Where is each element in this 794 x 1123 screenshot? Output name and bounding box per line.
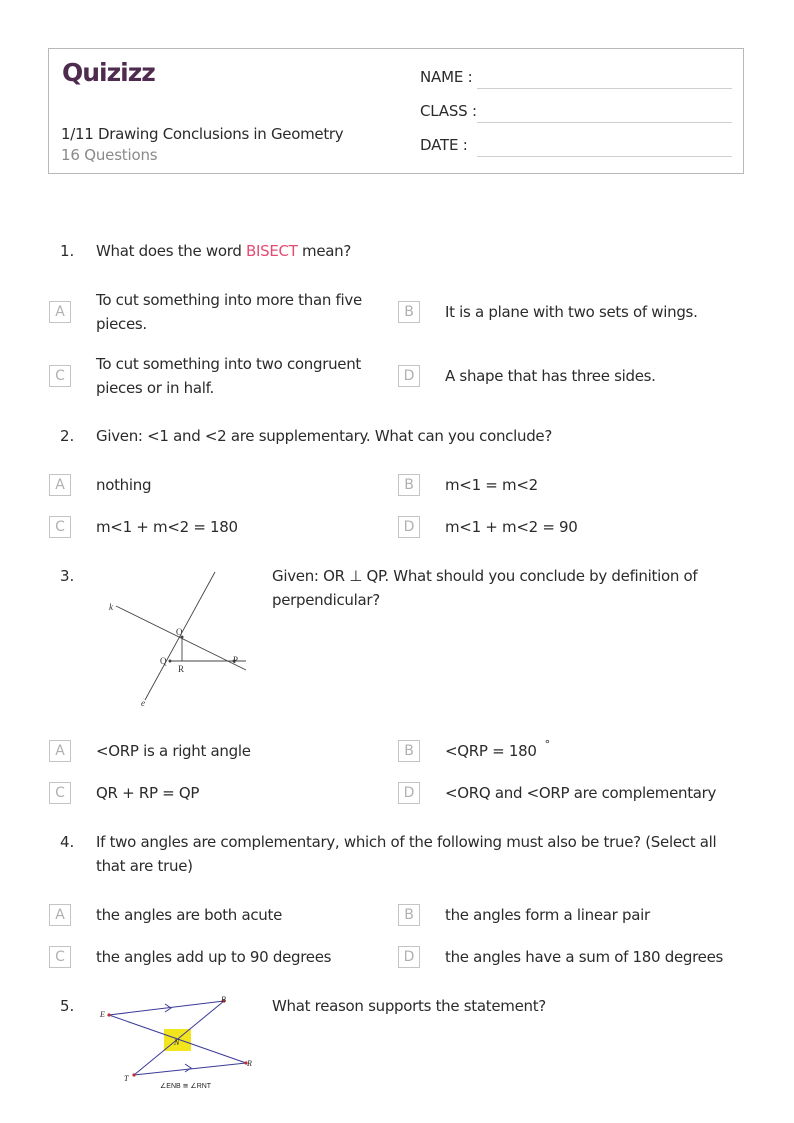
question-number: 2. [60, 427, 75, 445]
option-b-box[interactable]: B [398, 740, 420, 762]
quizizz-logo: Quizizz [62, 58, 155, 87]
class-line[interactable] [477, 122, 732, 123]
label-q: Q [160, 656, 167, 666]
question-text: Given: <1 and <2 are supplementary. What can you conclude? [96, 427, 553, 445]
option-a-text: To cut something into more than five pieces. [96, 291, 362, 333]
option-d-text: m<1 + m<2 = 90 [445, 518, 578, 536]
option-c-box[interactable]: C [49, 365, 71, 387]
option-b-box[interactable]: B [398, 474, 420, 496]
option-c-text: m<1 + m<2 = 180 [96, 518, 238, 536]
option-b-text: m<1 = m<2 [445, 476, 538, 494]
point-q [169, 660, 172, 663]
class-label: CLASS : [420, 102, 477, 120]
option-a-text: nothing [96, 476, 152, 494]
label-t: T [124, 1074, 129, 1083]
congruence-statement: ∠ENB ≅ ∠RNT [160, 1083, 212, 1090]
option-d-text: the angles have a sum of 180 degrees [445, 948, 724, 966]
point-e [107, 1013, 110, 1016]
question-number: 4. [60, 833, 75, 851]
option-c-box[interactable]: C [49, 782, 71, 804]
degree-mark: ° [544, 738, 550, 751]
label-k: k [109, 602, 113, 612]
option-a-box[interactable]: A [49, 474, 71, 496]
option-d-box[interactable]: D [398, 782, 420, 804]
question-text: What reason supports the statement? [272, 997, 546, 1015]
option-b-box[interactable]: B [398, 301, 420, 323]
label-b: B [221, 995, 226, 1004]
label-r: R [247, 1059, 252, 1068]
question-text: What does the word BISECT mean? [96, 242, 352, 260]
question-number: 1. [60, 242, 75, 260]
option-c-text: QR + RP = QP [96, 784, 200, 802]
option-d-box[interactable]: D [398, 516, 420, 538]
worksheet-title: 1/11 Drawing Conclusions in Geometry [61, 125, 344, 143]
date-line[interactable] [477, 156, 732, 157]
option-b-text: <QRP = 180 ° [445, 738, 550, 760]
question-text: Given: OR ⊥ QP. What should you conclude by definition of perpendicular? [272, 567, 698, 609]
question-number: 5. [60, 997, 75, 1015]
name-label: NAME : [420, 68, 473, 86]
option-a-box[interactable]: A [49, 904, 71, 926]
option-b-box[interactable]: B [398, 904, 420, 926]
option-d-text: A shape that has three sides. [445, 367, 656, 385]
label-n: N [174, 1038, 180, 1047]
date-label: DATE : [420, 136, 468, 154]
option-a-text: <ORP is a right angle [96, 742, 251, 760]
option-d-text: <ORQ and <ORP are complementary [445, 784, 717, 802]
label-p: P [233, 655, 239, 665]
highlighted-word: BISECT [246, 242, 298, 260]
option-c-box[interactable]: C [49, 946, 71, 968]
question-count: 16 Questions [61, 146, 158, 164]
perpendicular-figure [100, 566, 260, 712]
point-t [132, 1073, 135, 1076]
option-a-text: the angles are both acute [96, 906, 283, 924]
parallel-arrow-bottom [185, 1064, 191, 1072]
option-c-text: the angles add up to 90 degrees [96, 948, 332, 966]
label-e: E [100, 1010, 105, 1019]
question-number: 3. [60, 567, 75, 585]
option-d-box[interactable]: D [398, 946, 420, 968]
label-o: O [176, 627, 183, 637]
option-b-text: the angles form a linear pair [445, 906, 650, 924]
option-b-text: It is a plane with two sets of wings. [445, 303, 698, 321]
option-c-text: To cut something into two congruent pieces or in half. [96, 355, 361, 397]
vertical-angles-figure [96, 992, 260, 1096]
label-r: R [178, 664, 185, 674]
option-d-box[interactable]: D [398, 365, 420, 387]
question-text: If two angles are complementary, which of the following must also be true? (Select all that are true) [96, 833, 717, 875]
name-line[interactable] [477, 88, 732, 89]
option-c-box[interactable]: C [49, 516, 71, 538]
option-a-box[interactable]: A [49, 740, 71, 762]
segment-eb [109, 1001, 224, 1015]
label-e: e [141, 698, 145, 708]
option-a-box[interactable]: A [49, 301, 71, 323]
